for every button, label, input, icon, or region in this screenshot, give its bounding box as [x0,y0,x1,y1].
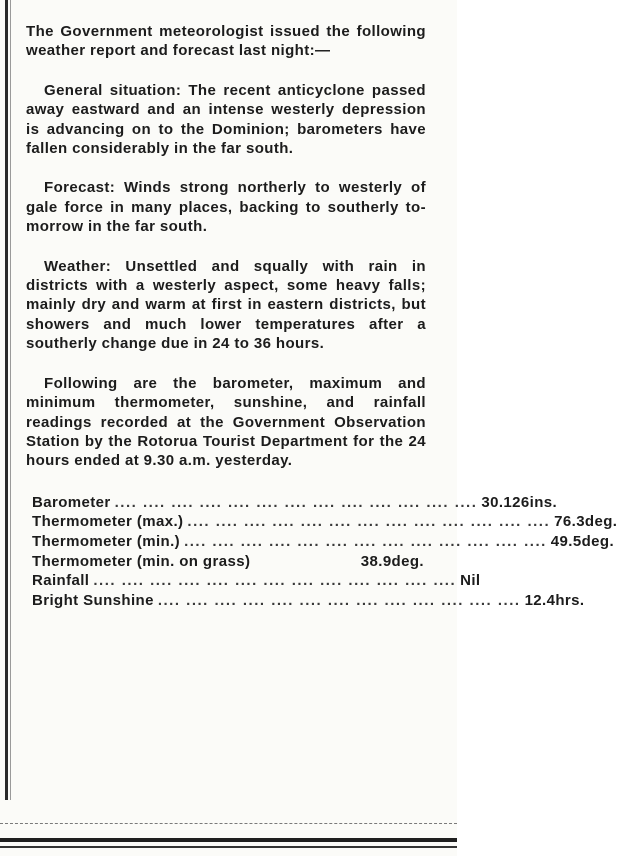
footer-rule [0,838,457,842]
reading-value: 30.126ins. [481,493,558,511]
weather-article [26,22,617,610]
reading-row-rainfall [32,571,481,591]
reading-label: Barometer [32,493,111,511]
reading-label: Bright Sunshine [32,591,154,609]
dot-leader: .... .... .... .... .... .... .... .... .... .... .... .... .... [93,572,457,590]
reading-value: Nil [460,572,481,590]
footer-dashed-rule [0,823,457,825]
readings-table [26,493,617,611]
column-rule-faint [10,0,11,800]
dot-leader: .... .... .... .... .... .... .... .... .... .... .... .... .... [187,513,551,531]
reading-value: 38.9deg. [360,552,424,570]
reading-label: Thermometer (min.) [32,532,181,550]
reading-value: 76.3deg. [554,513,617,531]
footer-rule-secondary [0,846,457,848]
reading-row-thermometer-min [32,532,615,552]
dot-leader: .... .... .... .... .... .... .... .... .... .... .... .... .... [114,493,478,511]
reading-label: Thermometer (max.) [32,513,184,531]
general-situation-paragraph: General situation: The recent anticyclone passed away eastward and an intense westerly depression is advancing on to the Dominion; barometers have fallen considerably in the far south. [26,81,426,158]
reading-row-thermometer-max [32,512,617,532]
reading-label: Thermometer (min. on grass) [32,552,251,570]
reading-value: 12.4hrs. [524,591,585,609]
reading-value: 49.5deg. [550,532,615,550]
reading-row-thermometer-grass [32,552,424,572]
reading-row-barometer [32,493,558,513]
dot-leader: .... .... .... .... .... .... .... .... .... .... .... .... .... [157,591,521,609]
dot-leader: .... .... .... .... .... .... .... .... .... .... .... .... .... [184,532,547,550]
weather-paragraph: Weather: Unsettled and squally with rain in districts with a westerly aspect, some heavy falls; mainly dry and warm at first in eastern districts, but showers and much lower temperatures after a southerly change due in 24 to 36 hours. [26,257,426,353]
reading-label: Rainfall [32,572,90,590]
forecast-paragraph: Forecast: Winds strong northerly to westerly of gale force in many places, backing to southerly to-morrow in the far south. [26,179,426,236]
intro-paragraph: The Government meteorologist issued the following weather report and forecast last night:— [26,23,426,60]
reading-row-sunshine [32,591,585,611]
column-rule [5,0,8,800]
readings-intro-paragraph: Following are the barometer, maximum and minimum thermometer, sunshine, and rainfall readings recorded at the Government Observation Station by the Rotorua Tourist Department for the 24 hours ended at 9.30 a.m. yesterday. [26,374,426,470]
